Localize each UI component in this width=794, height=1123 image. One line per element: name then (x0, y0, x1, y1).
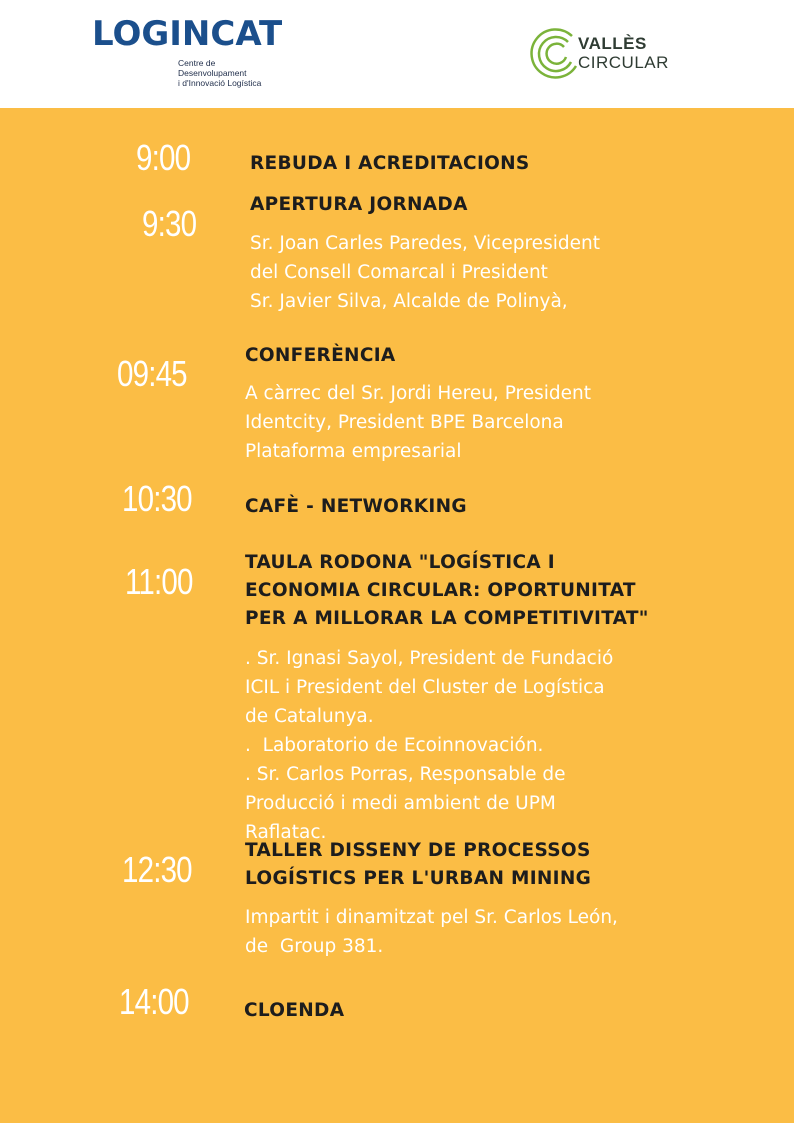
time-label: 11:00 (125, 561, 193, 602)
logincat-wordmark: LOGINCAT (92, 14, 283, 54)
schedule-panel (0, 108, 794, 1123)
time-label: 09:45 (117, 353, 187, 394)
item-title (250, 191, 468, 219)
desc-line: A càrrec del Sr. Jordi Hereu, President (245, 383, 591, 404)
title-line: TAULA RODONA "LOGÍSTICA I (245, 552, 555, 573)
title-line: TALLER DISSENY DE PROCESSOS (245, 840, 591, 861)
valles-circular-logo (528, 22, 698, 82)
item-title (245, 837, 591, 893)
valles-circular-wordmark (578, 34, 669, 72)
item-description (245, 903, 618, 961)
desc-line: Sr. Javier Silva, Alcalde de Polinyà, (250, 291, 568, 312)
desc-line: . Laboratorio de Ecoinnovación. (245, 735, 544, 756)
title-line: CAFÈ - NETWORKING (245, 496, 467, 517)
item-description (250, 229, 600, 316)
time-label: 12:30 (122, 849, 192, 890)
desc-line: Identcity, President BPE Barcelona (245, 412, 564, 433)
desc-line: de Catalunya. (245, 706, 374, 727)
time-label: 10:30 (122, 478, 192, 519)
logincat-subtitle-line: i d'Innovació Logística (178, 78, 262, 88)
desc-line: . Sr. Carlos Porras, Responsable de (245, 764, 566, 785)
valles-line: VALLÈS (578, 34, 647, 53)
header (0, 0, 794, 108)
item-title (245, 493, 467, 521)
title-line: REBUDA I ACREDITACIONS (250, 153, 530, 174)
desc-line: del Consell Comarcal i President (250, 262, 548, 283)
desc-line: Plataforma empresarial (245, 441, 462, 462)
item-title (245, 549, 649, 633)
item-description (245, 379, 591, 466)
desc-line: . Sr. Ignasi Sayol, President de Fundació (245, 648, 614, 669)
title-line: PER A MILLORAR LA COMPETITIVITAT" (245, 608, 649, 629)
logincat-subtitle-line: Centre de (178, 58, 216, 68)
circular-line: CIRCULAR (578, 53, 669, 72)
title-line: APERTURA JORNADA (250, 194, 468, 215)
title-line: CONFERÈNCIA (245, 345, 396, 366)
time-label: 14:00 (119, 981, 189, 1022)
logincat-subtitle-line: Desenvolupament (178, 68, 247, 78)
title-line: LOGÍSTICS PER L'URBAN MINING (245, 868, 592, 889)
desc-line: Impartit i dinamitzat pel Sr. Carlos León, (245, 907, 618, 928)
desc-line: ICIL i President del Cluster de Logística (245, 677, 605, 698)
desc-line: de Group 381. (245, 936, 384, 957)
item-title (245, 342, 396, 370)
time-label: 9:00 (136, 137, 191, 178)
logincat-subtitle (178, 58, 298, 88)
desc-line: Raflatac. (245, 822, 327, 843)
title-line: ECONOMIA CIRCULAR: OPORTUNITAT (245, 580, 636, 601)
item-description (245, 644, 613, 847)
desc-line: Producció i medi ambient de UPM (245, 793, 556, 814)
time-label: 9:30 (142, 203, 197, 244)
title-line: CLOENDA (244, 1000, 345, 1021)
desc-line: Sr. Joan Carles Paredes, Vicepresident (250, 233, 600, 254)
logincat-logo (92, 14, 283, 88)
item-title (244, 997, 344, 1025)
item-title (250, 150, 530, 178)
